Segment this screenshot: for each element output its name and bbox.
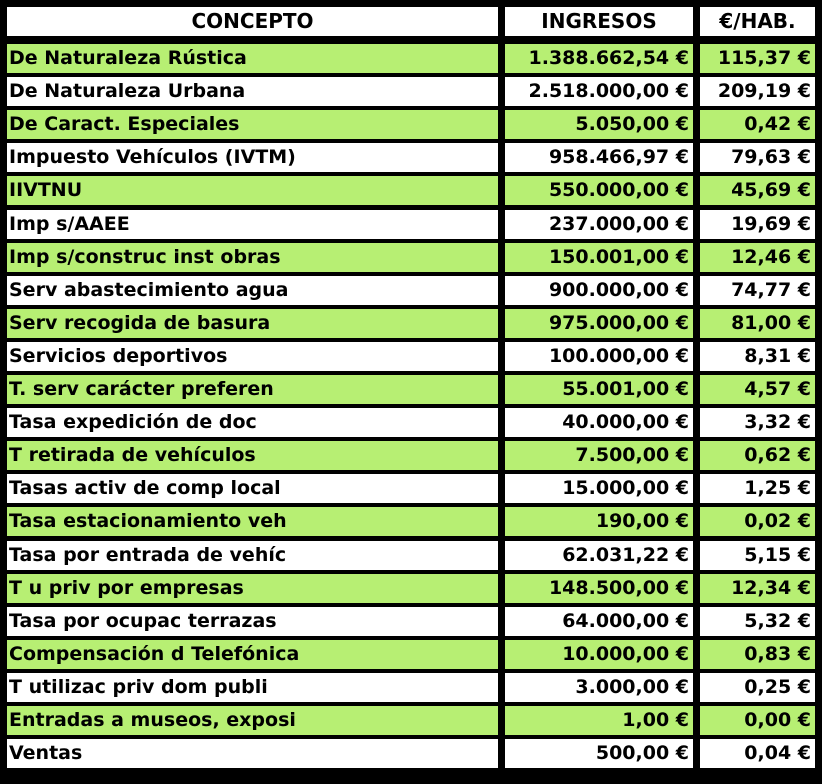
table-row — [0, 574, 822, 603]
concepto-cell: Entradas a museos, exposi — [7, 706, 498, 735]
table-row — [0, 44, 822, 73]
concepto-cell: T retirada de vehículos — [7, 441, 498, 470]
hab-cell: 0,04 € — [700, 739, 815, 768]
hab-cell: 79,63 € — [700, 143, 815, 172]
concepto-cell: Tasa por ocupac terrazas — [7, 607, 498, 636]
table-row — [0, 110, 822, 139]
ingresos-cell: 7.500,00 € — [505, 441, 693, 470]
table-row — [0, 673, 822, 702]
ingresos-cell: 150.001,00 € — [505, 243, 693, 272]
header-hab: €/HAB. — [700, 7, 815, 36]
concepto-cell: Serv abastecimiento agua — [7, 276, 498, 305]
hab-cell: 74,77 € — [700, 276, 815, 305]
concepto-cell: Tasa expedición de doc — [7, 408, 498, 437]
concepto-cell: Imp s/construc inst obras — [7, 243, 498, 272]
table-row — [0, 176, 822, 205]
hab-cell: 0,42 € — [700, 110, 815, 139]
concepto-cell: Servicios deportivos — [7, 342, 498, 371]
ingresos-cell: 64.000,00 € — [505, 607, 693, 636]
ingresos-cell: 10.000,00 € — [505, 640, 693, 669]
table-row — [0, 243, 822, 272]
table-row — [0, 77, 822, 106]
concepto-cell: T u priv por empresas — [7, 574, 498, 603]
hab-cell: 5,32 € — [700, 607, 815, 636]
concepto-cell: De Naturaleza Rústica — [7, 44, 498, 73]
ingresos-cell: 1.388.662,54 € — [505, 44, 693, 73]
table-row — [0, 706, 822, 735]
hab-cell: 4,57 € — [700, 375, 815, 404]
hab-cell: 0,62 € — [700, 441, 815, 470]
table-row — [0, 441, 822, 470]
concepto-cell: T utilizac priv dom publi — [7, 673, 498, 702]
concepto-cell: IIVTNU — [7, 176, 498, 205]
table-row — [0, 474, 822, 503]
hab-cell: 0,00 € — [700, 706, 815, 735]
ingresos-cell: 62.031,22 € — [505, 541, 693, 570]
hab-cell: 0,02 € — [700, 507, 815, 536]
concepto-cell: De Naturaleza Urbana — [7, 77, 498, 106]
table-row — [0, 342, 822, 371]
hab-cell: 1,25 € — [700, 474, 815, 503]
ingresos-cell: 148.500,00 € — [505, 574, 693, 603]
ingresos-cell: 5.050,00 € — [505, 110, 693, 139]
table-row — [0, 309, 822, 338]
hab-cell: 81,00 € — [700, 309, 815, 338]
table-row — [0, 640, 822, 669]
concepto-cell: Tasa estacionamiento veh — [7, 507, 498, 536]
table-header-row — [0, 7, 822, 36]
ingresos-cell: 237.000,00 € — [505, 210, 693, 239]
hab-cell: 3,32 € — [700, 408, 815, 437]
ingresos-cell: 40.000,00 € — [505, 408, 693, 437]
concepto-cell: Compensación d Telefónica — [7, 640, 498, 669]
header-concepto: CONCEPTO — [7, 7, 498, 36]
ingresos-cell: 958.466,97 € — [505, 143, 693, 172]
table-row — [0, 507, 822, 536]
table-row — [0, 143, 822, 172]
ingresos-cell: 55.001,00 € — [505, 375, 693, 404]
hab-cell: 19,69 € — [700, 210, 815, 239]
ingresos-cell: 190,00 € — [505, 507, 693, 536]
table-row — [0, 541, 822, 570]
table-row — [0, 739, 822, 768]
hab-cell: 8,31 € — [700, 342, 815, 371]
concepto-cell: T. serv carácter preferen — [7, 375, 498, 404]
table-row — [0, 375, 822, 404]
hab-cell: 12,34 € — [700, 574, 815, 603]
ingresos-cell: 2.518.000,00 € — [505, 77, 693, 106]
hab-cell: 115,37 € — [700, 44, 815, 73]
hab-cell: 5,15 € — [700, 541, 815, 570]
concepto-cell: Imp s/AAEE — [7, 210, 498, 239]
ingresos-cell: 100.000,00 € — [505, 342, 693, 371]
concepto-cell: Tasa por entrada de vehíc — [7, 541, 498, 570]
table-row — [0, 607, 822, 636]
concepto-cell: Serv recogida de basura — [7, 309, 498, 338]
concepto-cell: Impuesto Vehículos (IVTM) — [7, 143, 498, 172]
ingresos-cell: 500,00 € — [505, 739, 693, 768]
concepto-cell: Ventas — [7, 739, 498, 768]
ingresos-cell: 900.000,00 € — [505, 276, 693, 305]
hab-cell: 45,69 € — [700, 176, 815, 205]
concepto-cell: De Caract. Especiales — [7, 110, 498, 139]
hab-cell: 209,19 € — [700, 77, 815, 106]
ingresos-cell: 3.000,00 € — [505, 673, 693, 702]
ingresos-cell: 550.000,00 € — [505, 176, 693, 205]
ingresos-cell: 15.000,00 € — [505, 474, 693, 503]
hab-cell: 0,83 € — [700, 640, 815, 669]
hab-cell: 0,25 € — [700, 673, 815, 702]
table-row — [0, 408, 822, 437]
table-row — [0, 210, 822, 239]
table-row — [0, 276, 822, 305]
concepto-cell: Tasas activ de comp local — [7, 474, 498, 503]
ingresos-cell: 1,00 € — [505, 706, 693, 735]
header-ingresos: INGRESOS — [505, 7, 693, 36]
hab-cell: 12,46 € — [700, 243, 815, 272]
ingresos-cell: 975.000,00 € — [505, 309, 693, 338]
